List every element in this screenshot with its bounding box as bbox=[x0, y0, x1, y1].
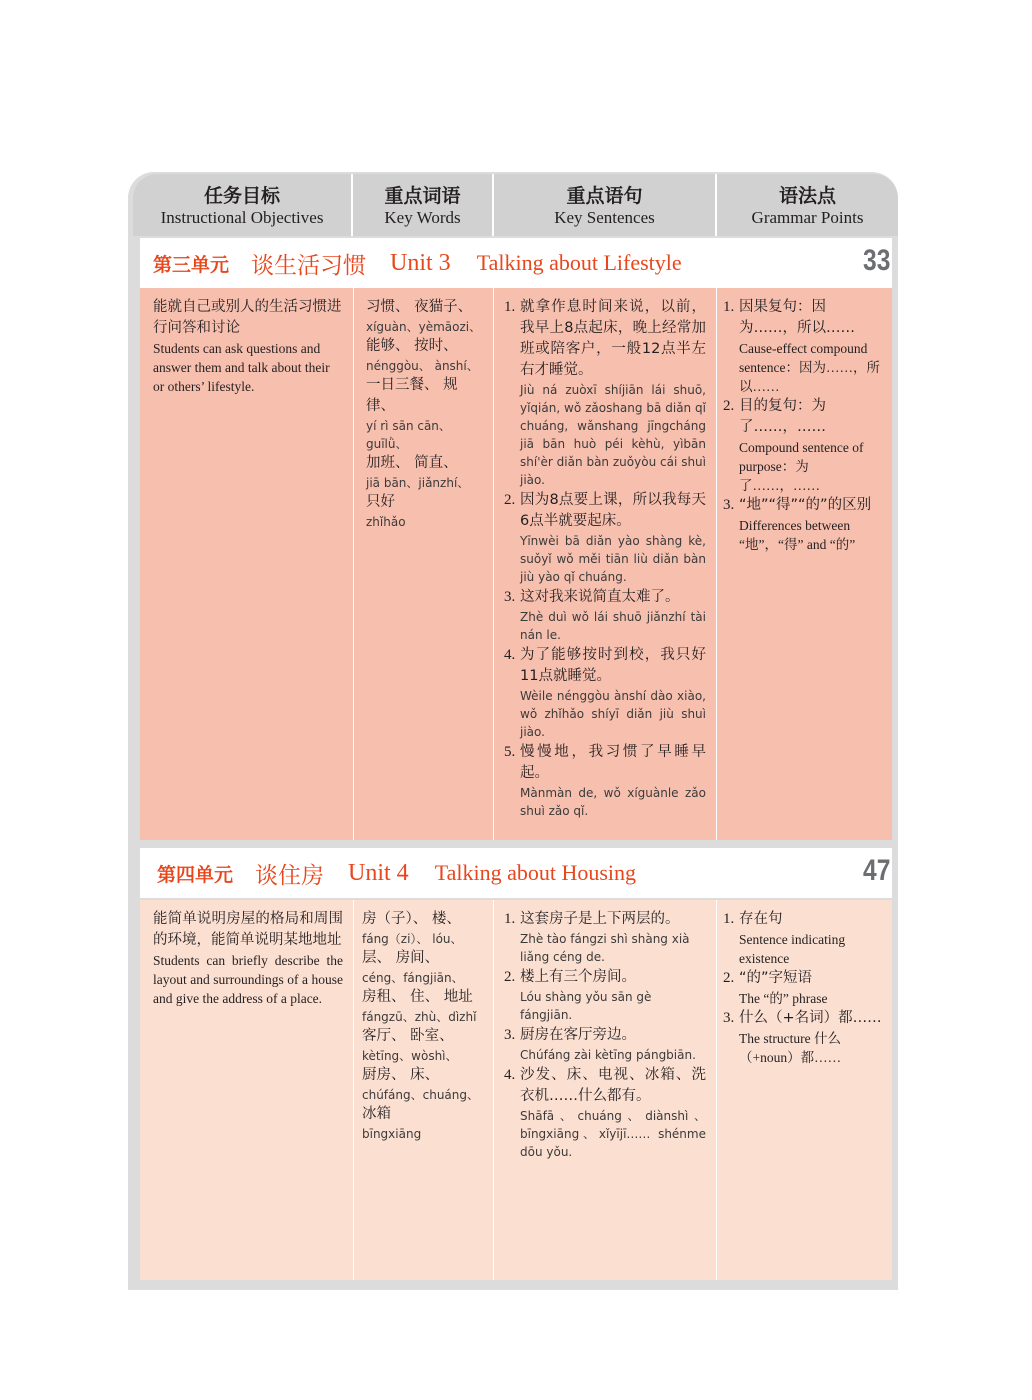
sentence-pinyin: Shāfā、chuáng、diànshì、bīngxiāng、xǐyījī…… shénme dōu yǒu. bbox=[520, 1109, 706, 1159]
sentence-pinyin: Wèile nénggòu ànshí dào xiào, wǒ zhǐhǎo shíyī diǎn jiù shuì jiào. bbox=[520, 689, 706, 739]
header-key-sentences-en: Key Sentences bbox=[554, 208, 655, 227]
sentence-number: 1. bbox=[504, 911, 516, 927]
keyword-group bbox=[366, 297, 483, 336]
sentence-number: 5. bbox=[504, 744, 516, 760]
key-sentence bbox=[504, 645, 706, 741]
key-sentence bbox=[504, 967, 706, 1024]
unit4-grammar-cell bbox=[717, 900, 892, 1280]
sentence-pinyin: Yīnwèi bā diǎn yào shàng kè, suǒyǐ wǒ měi tiān liù diǎn bàn jiù yào qǐ chuáng. bbox=[520, 534, 706, 584]
unit3-label: 第三单元 bbox=[153, 253, 230, 276]
sentence-number: 2. bbox=[504, 492, 516, 508]
header-grammar-points-en: Grammar Points bbox=[751, 208, 864, 227]
keyword-zh: 习惯、 夜猫子、 bbox=[366, 299, 473, 315]
grammar-en: Sentence indicating existence bbox=[739, 932, 846, 966]
header-grammar-points-zh: 语法点 bbox=[778, 185, 836, 207]
grammar-point bbox=[723, 297, 882, 396]
grammar-zh: “的”字短语 bbox=[739, 970, 813, 986]
keyword-group bbox=[362, 909, 483, 948]
unit3-objective-zh: 能就自己或别人的生活习惯进行问答和讨论 bbox=[153, 299, 342, 336]
sentence-pinyin: Zhè tào fángzi shì shàng xià liǎng céng de. bbox=[520, 932, 690, 964]
keyword-pinyin: céng、fángjiān、 bbox=[362, 971, 464, 985]
unit3-keywords-cell bbox=[354, 288, 494, 840]
keyword-zh: 冰箱 bbox=[362, 1106, 391, 1122]
grammar-zh: “地”“得”“的”的区别 bbox=[739, 497, 872, 513]
keyword-group bbox=[366, 453, 483, 492]
keyword-zh: 加班、 简直、 bbox=[366, 455, 458, 471]
sentence-pinyin: Jiù ná zuòxī shíjiān lái shuō, yǐqián, wǒ zǎoshang bā diǎn qǐ chuáng, wǎnshang jīngcháng jiā bān huò péi kèhù, yìbān shí'èr diǎn bàn zuǒyòu cái shuì jiào. bbox=[520, 383, 706, 487]
unit4-objective-en: Students can briefly describe the layout and surroundings of a house and give the address of a place. bbox=[153, 953, 343, 1006]
unit4-title-bar bbox=[140, 848, 892, 898]
key-sentence bbox=[504, 909, 706, 966]
grammar-en: The “的” phrase bbox=[739, 991, 828, 1006]
grammar-en: Compound sentence of purpose：为了……，…… bbox=[739, 440, 864, 493]
unit4-sentences-cell bbox=[494, 900, 717, 1280]
keyword-pinyin: chúfáng、chuáng、 bbox=[362, 1088, 479, 1102]
unit3-objectives-cell bbox=[140, 288, 354, 840]
grammar-point bbox=[723, 396, 882, 495]
key-sentence bbox=[504, 587, 706, 644]
unit3-grammar-cell bbox=[717, 288, 892, 840]
header-objectives-zh: 任务目标 bbox=[203, 185, 280, 207]
key-sentence bbox=[504, 1025, 706, 1064]
keyword-pinyin: fángzū、zhù、dìzhǐ bbox=[362, 1010, 477, 1024]
keyword-pinyin: zhǐhǎo bbox=[366, 515, 406, 529]
sentence-number: 3. bbox=[504, 1027, 516, 1043]
unit3-row bbox=[140, 288, 892, 840]
key-sentence bbox=[504, 1065, 706, 1161]
grammar-en: Differences between “地”，“得” and “的” bbox=[739, 518, 856, 552]
grammar-en: Cause-effect compound sentence：因为……，所以…… bbox=[739, 341, 880, 394]
keyword-zh: 厨房、 床、 bbox=[362, 1067, 440, 1083]
header-key-words bbox=[353, 174, 494, 236]
unit3-objective-en: Students can ask questions and answer them and talk about their or others’ lifestyle. bbox=[153, 341, 330, 394]
unit3-page-number: 33 bbox=[862, 244, 890, 277]
unit3-title-zh: 谈生活习惯 bbox=[251, 252, 367, 279]
sentence-number: 4. bbox=[504, 1067, 516, 1083]
unit3-number: Unit 3 bbox=[390, 249, 451, 276]
header-grammar-points bbox=[717, 174, 898, 236]
header-key-words-en: Key Words bbox=[384, 208, 461, 227]
keyword-pinyin: bīngxiāng bbox=[362, 1127, 422, 1141]
unit3-sentences-cell bbox=[494, 288, 717, 840]
key-sentence bbox=[504, 490, 706, 586]
unit4-title-zh: 谈住房 bbox=[255, 862, 325, 889]
sentence-zh: 就拿作息时间来说，以前，我早上8点起床，晚上经常加班或陪客户，一般12点半左右才睡觉。 bbox=[520, 299, 706, 378]
sentence-zh: 这对我来说简直太难了。 bbox=[520, 589, 680, 605]
keyword-pinyin: nénggòu、 ànshí、 bbox=[366, 359, 479, 373]
keyword-zh: 房租、 住、 地址 bbox=[362, 989, 473, 1005]
header-objectives bbox=[133, 174, 353, 236]
header-key-sentences-zh: 重点语句 bbox=[566, 185, 643, 207]
grammar-point bbox=[723, 495, 882, 554]
sentence-pinyin: Lóu shàng yǒu sān gè fángjiān. bbox=[520, 990, 652, 1022]
keyword-group bbox=[366, 336, 483, 375]
sentence-number: 3. bbox=[504, 589, 516, 605]
grammar-number: 3. bbox=[723, 497, 735, 513]
sentence-zh: 沙发、床、电视、冰箱、洗衣机……什么都有。 bbox=[520, 1067, 706, 1104]
header-objectives-en: Instructional Objectives bbox=[160, 208, 324, 227]
grammar-zh: 因果复句：因为……，所以…… bbox=[739, 299, 855, 336]
keyword-group bbox=[362, 987, 483, 1026]
keyword-group bbox=[366, 375, 483, 453]
keyword-group bbox=[362, 1065, 483, 1104]
sentence-zh: 为了能够按时到校，我只好11点就睡觉。 bbox=[520, 647, 706, 684]
keyword-group bbox=[362, 1026, 483, 1065]
grammar-zh: 存在句 bbox=[739, 911, 783, 927]
sentence-pinyin: Mànmàn de, wǒ xíguànle zǎo shuì zǎo qǐ. bbox=[520, 786, 706, 818]
sentence-number: 1. bbox=[504, 299, 516, 315]
grammar-zh: 目的复句：为了……，…… bbox=[739, 398, 826, 435]
unit4-number: Unit 4 bbox=[348, 859, 409, 886]
keyword-pinyin: fáng（zi）、 lóu、 bbox=[362, 932, 463, 946]
grammar-number: 1. bbox=[723, 299, 735, 315]
unit4-page-number: 47 bbox=[862, 854, 890, 887]
keyword-pinyin: yí rì sān cān、guīlǜ、 bbox=[366, 419, 451, 451]
table-header bbox=[133, 174, 898, 236]
sentence-zh: 慢慢地，我习惯了早睡早起。 bbox=[520, 744, 706, 781]
keyword-zh: 客厅、 卧室、 bbox=[362, 1028, 454, 1044]
grammar-en: The structure 什么（+noun）都…… bbox=[739, 1031, 842, 1065]
unit3-title-en: Talking about Lifestyle bbox=[476, 250, 682, 275]
grammar-number: 3. bbox=[723, 1010, 735, 1026]
keyword-zh: 能够、 按时、 bbox=[366, 338, 458, 354]
unit4-keywords-cell bbox=[354, 900, 494, 1280]
header-key-sentences bbox=[494, 174, 717, 236]
grammar-number: 2. bbox=[723, 970, 735, 986]
grammar-zh: 什么（+名词）都…… bbox=[739, 1010, 882, 1026]
unit4-label: 第四单元 bbox=[157, 863, 234, 886]
unit4-objective-zh: 能简单说明房屋的格局和周围的环境，能简单说明某地地址 bbox=[153, 911, 343, 948]
sentence-number: 4. bbox=[504, 647, 516, 663]
grammar-point bbox=[723, 1008, 882, 1067]
keyword-group bbox=[362, 1104, 483, 1143]
sentence-pinyin: Zhè duì wǒ lái shuō jiǎnzhí tài nán le. bbox=[520, 610, 706, 642]
grammar-point bbox=[723, 909, 882, 968]
keyword-pinyin: xíguàn、yèmāozi、 bbox=[366, 320, 482, 334]
sentence-zh: 厨房在客厅旁边。 bbox=[520, 1027, 636, 1043]
sentence-pinyin: Chúfáng zài kètīng pángbiān. bbox=[520, 1048, 696, 1062]
unit4-objectives-cell bbox=[140, 900, 354, 1280]
keyword-zh: 一日三餐、 规律、 bbox=[366, 377, 458, 414]
sentence-zh: 因为8点要上课，所以我每天6点半就要起床。 bbox=[520, 492, 706, 529]
keyword-pinyin: jiā bān、jiǎnzhí、 bbox=[366, 476, 470, 490]
grammar-number: 2. bbox=[723, 398, 735, 414]
key-sentence bbox=[504, 297, 706, 489]
keyword-zh: 层、 房间、 bbox=[362, 950, 440, 966]
grammar-point bbox=[723, 968, 882, 1008]
sentence-number: 2. bbox=[504, 969, 516, 985]
header-key-words-zh: 重点词语 bbox=[384, 185, 461, 207]
keyword-zh: 只好 bbox=[366, 494, 395, 510]
sentence-zh: 楼上有三个房间。 bbox=[520, 969, 636, 985]
sentence-zh: 这套房子是上下两层的。 bbox=[520, 911, 680, 927]
unit4-row bbox=[140, 900, 892, 1280]
key-sentence bbox=[504, 742, 706, 820]
grammar-number: 1. bbox=[723, 911, 735, 927]
keyword-group bbox=[366, 492, 483, 531]
keyword-pinyin: kètīng、wòshì、 bbox=[362, 1049, 458, 1063]
keyword-zh: 房（子）、 楼、 bbox=[362, 911, 461, 927]
keyword-group bbox=[362, 948, 483, 987]
unit4-title-en: Talking about Housing bbox=[434, 860, 637, 885]
unit3-title-bar bbox=[140, 238, 892, 288]
